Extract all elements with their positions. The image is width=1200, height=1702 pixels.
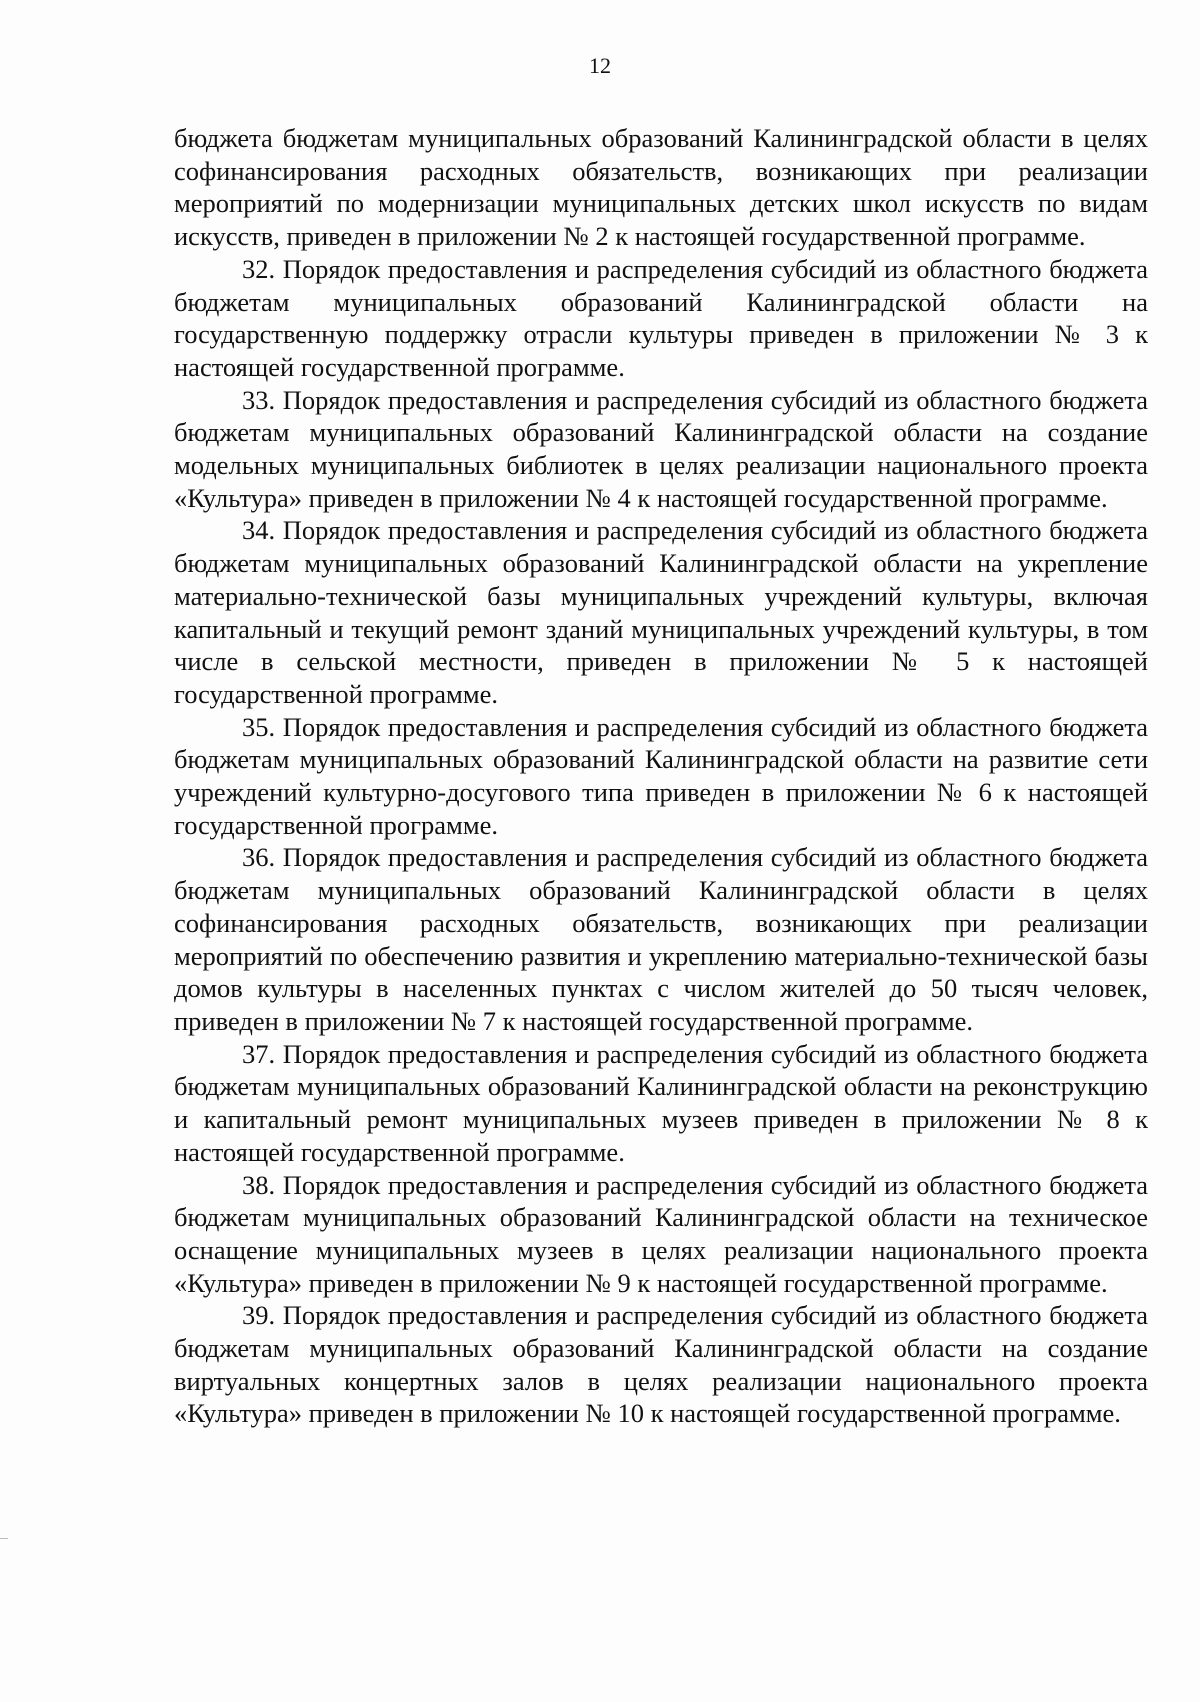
paragraph-36: 36. Порядок предоставления и распределения субсидий из областного бюджета бюджетам муниципальных образований Калининградской области в целях софинансирования расходных обязательств, возникающих при реализации мероприятий по обеспечению развития и укреплению материально-технической базы домов культуры в населенных пунктах с числом жителей до 50 тысяч человек, приведен в приложении № 7 к настоящей государственной программе.	[174, 842, 1148, 1036]
paragraph-34: 34. Порядок предоставления и распределения субсидий из областного бюджета бюджетам муниципальных образований Калининградской области на укрепление материально-технической базы муниципальных учреждений культуры, включая капитальный и текущий ремонт зданий муниципальных учреждений культуры, в том числе в сельской местности, приведен в приложении № 5 к настоящей государственной программе.	[174, 515, 1148, 709]
paragraph-continuation: бюджета бюджетам муниципальных образований Калининградской области в целях софинансирования расходных обязательств, возникающих при реализации мероприятий по модернизации муниципальных детских школ искусств по видам искусств, приведен в приложении № 2 к настоящей государственной программе.	[174, 123, 1148, 252]
scan-edge-mark	[0, 1538, 8, 1539]
document-body	[174, 122, 1148, 1430]
paragraph-32: 32. Порядок предоставления и распределения субсидий из областного бюджета бюджетам муниципальных образований Калининградской области на государственную поддержку отрасли культуры приведен в приложении № 3 к настоящей государственной программе.	[174, 253, 1148, 382]
paragraph-33: 33. Порядок предоставления и распределения субсидий из областного бюджета бюджетам муниципальных образований Калининградской области на создание модельных муниципальных библиотек в целях реализации национального проекта «Культура» приведен в приложении № 4 к настоящей государственной программе.	[174, 384, 1148, 513]
paragraph-37: 37. Порядок предоставления и распределения субсидий из областного бюджета бюджетам муниципальных образований Калининградской области на реконструкцию и капитальный ремонт муниципальных музеев приведен в приложении № 8 к настоящей государственной программе.	[174, 1038, 1148, 1167]
paragraph-38: 38. Порядок предоставления и распределения субсидий из областного бюджета бюджетам муниципальных образований Калининградской области на техническое оснащение муниципальных музеев в целях реализации национального проекта «Культура» приведен в приложении № 9 к настоящей государственной программе.	[174, 1169, 1148, 1298]
page-number: 12	[589, 53, 611, 78]
paragraph-39: 39. Порядок предоставления и распределения субсидий из областного бюджета бюджетам муниципальных образований Калининградской области на создание виртуальных концертных залов в целях реализации национального проекта «Культура» приведен в приложении № 10 к настоящей государственной программе.	[174, 1300, 1148, 1429]
paragraph-35: 35. Порядок предоставления и распределения субсидий из областного бюджета бюджетам муниципальных образований Калининградской области на развитие сети учреждений культурно-досугового типа приведен в приложении № 6 к настоящей государственной программе.	[174, 711, 1148, 840]
